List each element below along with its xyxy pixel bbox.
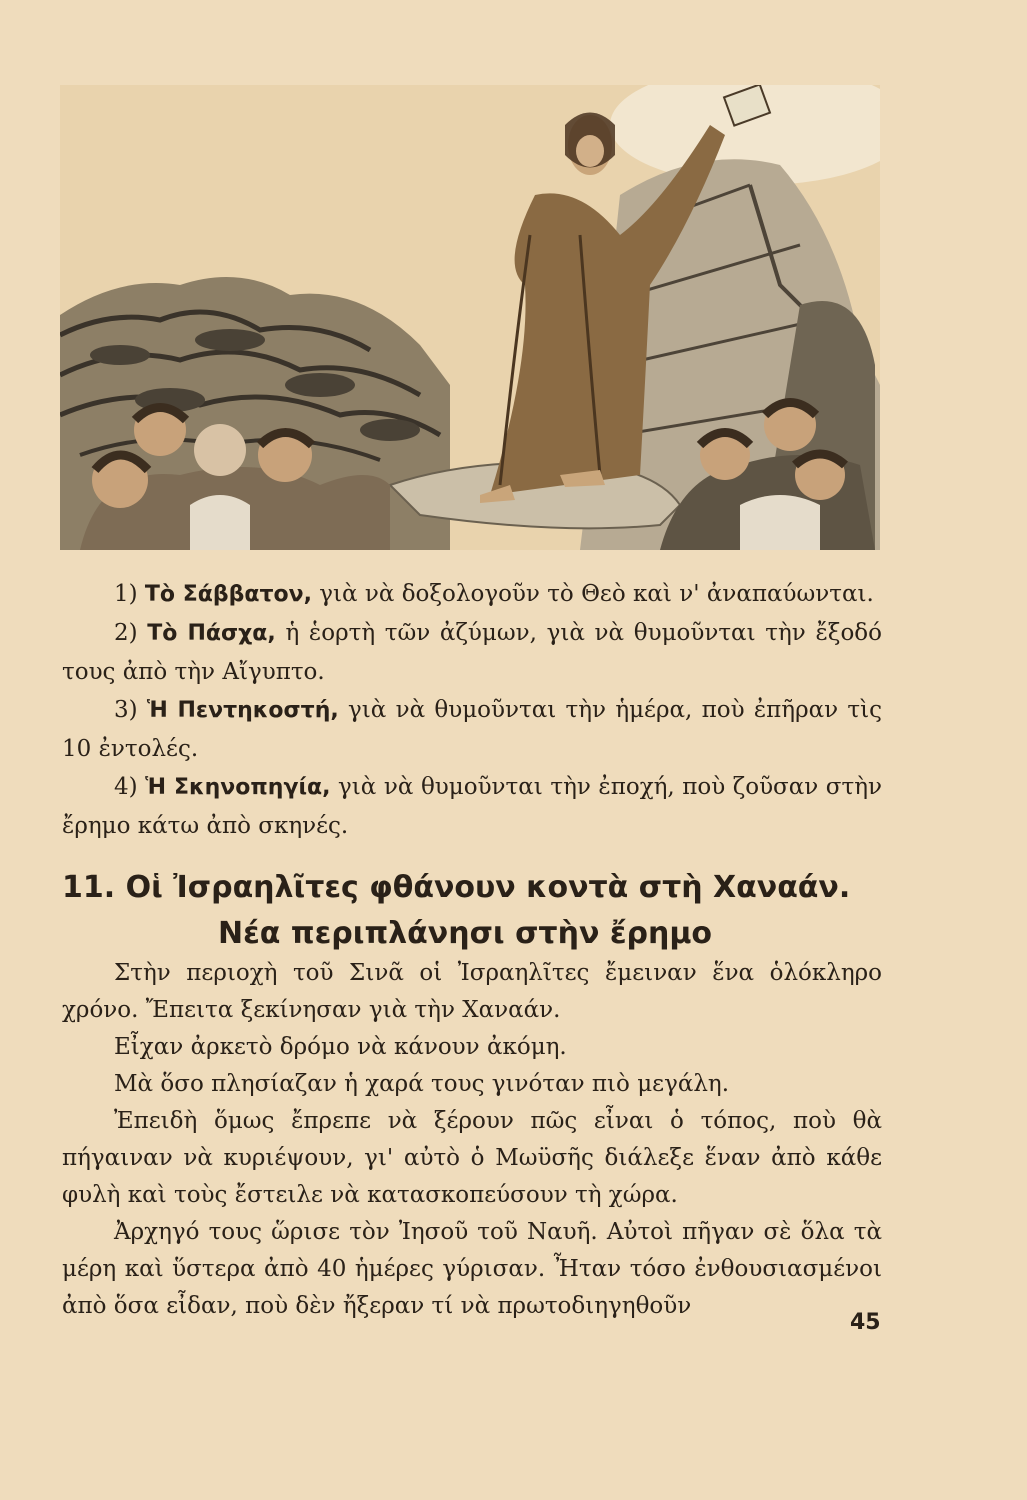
chapter-heading	[60, 865, 890, 957]
chapter-body	[62, 955, 882, 1325]
page-number: 45	[850, 1310, 881, 1335]
item-title: Ἡ Πεντηκοστή,	[146, 698, 339, 723]
item-text: γιὰ νὰ θυμοῦνται τὴν ἐποχή, ποὺ ζοῦσαν στὴν ἔρημο κάτω ἀπὸ σκηνές.	[62, 774, 882, 839]
item-number: 1)	[114, 581, 138, 607]
heading-line-1: 11. Οἱ Ἰσραηλῖτες φθάνουν κοντὰ στὴ Χαναάν.	[62, 870, 851, 905]
paragraph: Μὰ ὅσο πλησίαζαν ἡ χαρά τους γινόταν πιὸ μεγάλη.	[114, 1071, 730, 1097]
item-number: 2)	[114, 620, 138, 646]
item-title: Τὸ Πάσχα,	[147, 621, 276, 646]
item-text: γιὰ νὰ θυμοῦνται τὴν ἡμέρα, ποὺ ἐπῆραν τὶς 10 ἐντολές.	[62, 697, 883, 762]
item-title: Τὸ Σάββατον,	[144, 582, 312, 607]
list-item	[62, 691, 882, 768]
list-item	[62, 575, 882, 614]
feast-list	[62, 575, 882, 845]
item-text: ἡ ἑορτὴ τῶν ἀζύμων, γιὰ νὰ θυμοῦνται τὴν ἔξοδό τους ἀπὸ τὴν Αἴγυπτο.	[62, 620, 882, 685]
paragraph: Ἐπειδὴ ὅμως ἔπρεπε νὰ ξέρουν πῶς εἶναι ὁ τόπος, ποὺ θὰ πήγαιναν νὰ κυριέψουν, γι' αὐτὸ ὁ Μωϋσῆς διάλεξε ἕναν ἀπὸ κάθε φυλὴ καὶ τοὺς ἔστειλε νὰ κατασκοπεύσουν τὴ χώρα.	[62, 1108, 882, 1208]
item-number: 4)	[114, 774, 138, 800]
paragraph: Εἶχαν ἀρκετὸ δρόμο νὰ κάνουν ἀκόμη.	[114, 1034, 567, 1060]
paragraph: Ἀρχηγό τους ὥρισε τὸν Ἰησοῦ τοῦ Ναυῆ. Αὐτοὶ πῆγαν σὲ ὅλα τὰ μέρη καὶ ὕστερα ἀπὸ 40 ἡμέρες γύρισαν. Ἦταν τόσο ἐνθουσιασμένοι ἀπὸ ὅσα εἶδαν, ποὺ δὲν ἤξεραν τί νὰ πρωτοδιηγηθοῦν	[62, 1219, 882, 1319]
list-item	[62, 614, 882, 691]
item-text: γιὰ νὰ δοξολογοῦν τὸ Θεὸ καὶ ν' ἀναπαύωνται.	[311, 581, 874, 607]
paragraph: Στὴν περιοχὴ τοῦ Σινᾶ οἱ Ἰσραηλῖτες ἔμειναν ἕνα ὁλόκληρο χρόνο. Ἔπειτα ξεκίνησαν γιὰ τὴν Χαναάν.	[62, 960, 882, 1023]
heading-line-2: Νέα περιπλάνησι στὴν ἔρημο	[218, 916, 713, 951]
moses-illustration	[60, 85, 880, 550]
item-title: Ἡ Σκηνοπηγία,	[145, 775, 331, 800]
item-number: 3)	[114, 697, 138, 723]
list-item	[62, 768, 882, 845]
